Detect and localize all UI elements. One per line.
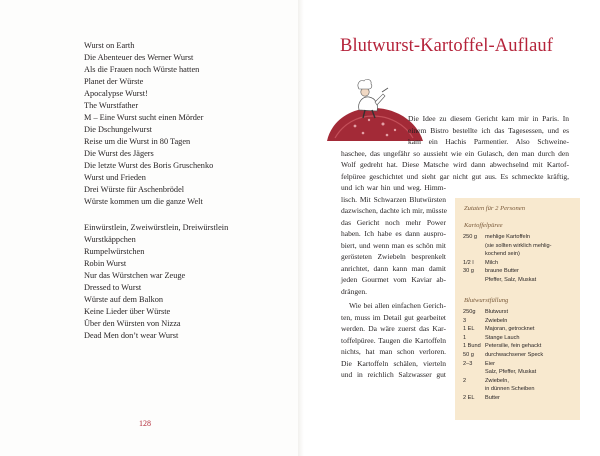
wurst-title-item: Keine Lieder über Würste [84, 307, 171, 316]
ingredient-row [463, 394, 500, 402]
ingredient-quantity: 1 Bund [463, 343, 481, 350]
ingredient-quantity: 3 [463, 317, 467, 324]
body-text-line: einem Bistro bestellte ich das Tagesessen, und es [408, 125, 569, 135]
body-text-line: drängen. [341, 286, 368, 296]
ingredient-quantity: 50 g [463, 352, 474, 358]
ingredient-row [463, 334, 520, 342]
wurst-title-item: Planet der Würste [84, 77, 144, 86]
body-text-line: werden. Da wäre zuerst das Kar- [341, 324, 446, 333]
ingredient-name: Zwiebeln, [485, 377, 509, 384]
wurst-title-item: Wurst und Frieden [84, 173, 146, 182]
ingredient-row [463, 250, 520, 258]
ingredient-name: Petersilie, fein gehackt [485, 343, 542, 350]
body-text-line: ten, muss im Detail gut gearbeitet [341, 312, 446, 322]
ingredient-name: braune Butter [485, 268, 519, 275]
ingredient-name: Blutwurst [485, 309, 509, 315]
body-text-line: haschee, das ungefähr so aussieht wie ein Gulasch, den man durch den [341, 148, 569, 158]
ingredient-name: Butter [485, 395, 500, 401]
wurst-title-list-1 [84, 40, 213, 208]
body-text-line: kam ein Hachis Parmentier. Also Schweine- [408, 137, 569, 146]
wurst-title-item: Als die Frauen noch Würste hatten [84, 65, 200, 74]
ingredient-name: Stange Lauch [485, 334, 520, 341]
ingredient-row [463, 233, 530, 241]
body-text-line: Wolf gedreht hat. Diese Matsche wird dann abwechselnd mit Kartof- [341, 160, 569, 169]
ingredient-row [463, 276, 536, 284]
body-text-line: und in reichlich Salzwasser gut [341, 370, 446, 379]
recipe-title: Blutwurst-Kartoffel-Auflauf [340, 36, 553, 56]
wurst-title-item: Robin Wurst [84, 259, 127, 268]
wurst-title-item: Die Wurst des Jägers [84, 149, 154, 158]
wurst-title-item: Nur das Würstchen war Zeuge [84, 271, 186, 280]
ingredient-row [463, 368, 536, 376]
page-number: 128 [139, 419, 151, 428]
ingredient-quantity: 1/2 l [463, 259, 474, 266]
ingredient-row [463, 360, 495, 368]
wurst-title-item: Die letzte Wurst des Boris Gruschenko [84, 161, 214, 170]
wurst-title-item: Apocalypse Wurst! [84, 89, 148, 98]
ingredient-name: Zwiebeln [485, 317, 508, 324]
ingredient-name: Majoran, getrocknet [485, 326, 535, 333]
ingredient-quantity: 250g [463, 309, 476, 315]
wurst-title-item: M – Eine Wurst sucht einen Mörder [84, 113, 204, 122]
body-text-line: biert, und wenn man es schön mit [341, 240, 446, 250]
wurst-title-item: Würste auf dem Balkon [84, 295, 164, 304]
wurst-title-item: The Wurstfather [84, 101, 139, 110]
ingredient-row [463, 267, 519, 275]
wurst-title-item: Dressed to Wurst [84, 283, 142, 292]
ingredient-row [463, 325, 534, 333]
ingredient-quantity: 1 EL [463, 326, 475, 333]
ingredient-quantity: 30 g [463, 268, 474, 275]
wurst-title-item: Drei Würste für Aschenbrödel [84, 185, 185, 194]
body-text-line: toffelpüree. Taugen die Kartoffeln [341, 335, 446, 345]
body-text-line: Die Kartoffeln schälen, vierteln [341, 358, 446, 368]
ingredient-name: kochend sein) [485, 251, 520, 258]
ingredient-name: in dünnen Scheiben [485, 386, 535, 393]
ingredient-name: Pfeffer, Salz, Muskat [485, 277, 537, 283]
wurst-title-item: Reise um die Wurst in 80 Tagen [84, 137, 191, 146]
ingredient-row [463, 351, 543, 359]
ingredient-row [463, 308, 508, 316]
wurst-title-item: Wurstkäppchen [84, 235, 136, 244]
ingredient-row [463, 377, 509, 385]
ingredients-section-kartoffelpueree: Kartoffelpüree [464, 222, 503, 229]
ingredient-name: Milch [485, 259, 499, 266]
wurst-title-item: Dead Men don’t wear Wurst [84, 331, 179, 340]
ingredient-name: Eier [485, 360, 495, 367]
body-text-line: und ich war hin und weg. Himm- [341, 183, 446, 192]
body-text-line: lisch. Mit Schwarzen Blutwürsten [341, 194, 446, 204]
body-text-line: nichts, hat man schon verloren. [341, 347, 446, 356]
body-text-line: Die Idee zu diesem Gericht kam mir in Paris. In [408, 114, 569, 123]
body-text-line: jeden Gourmet vom Kaviar ab- [341, 275, 446, 284]
wurst-title-item: Die Abenteuer des Werner Wurst [84, 53, 194, 62]
ingredient-name: (sie sollten wirklich mehlig- [485, 242, 552, 249]
ingredient-row [463, 342, 541, 350]
body-text-line: dazwischen, dachte ich mir, müsste [341, 206, 447, 215]
ingredient-quantity: 2 [463, 377, 467, 384]
wurst-title-item: Wurst on Earth [84, 41, 135, 50]
ingredient-row [463, 385, 534, 393]
wurst-title-item: Die Dschungelwurst [84, 125, 152, 134]
wurst-title-item: Rumpelwürstchen [84, 247, 145, 256]
ingredient-row [463, 242, 552, 250]
body-text-line: das Gericht noch mehr Power [341, 217, 446, 227]
wurst-title-item: Würste kommen um die ganze Welt [84, 197, 203, 206]
wurst-title-item: Einwürstlein, Zweiwürstlein, Dreiwürstlein [84, 223, 229, 232]
ingredient-quantity: 250 g [463, 234, 477, 240]
wurst-title-list-2 [84, 222, 228, 342]
body-text-line: gerösteten Zwiebeln besprenkelt [341, 252, 446, 261]
body-text-line: felpüree geschichtet und sieht gar nicht gut aus. Es schmeckte kräftig, [341, 171, 569, 181]
ingredient-name: durchwachsener Speck [485, 352, 544, 358]
body-text-line: anrichtet, dann kann man damit [341, 263, 446, 273]
ingredient-quantity: 2 EL [463, 395, 475, 401]
ingredient-quantity: 2–3 [463, 360, 473, 367]
book-gutter [298, 0, 304, 456]
body-text-line: haben. Ich habe es dann auspro- [341, 229, 446, 238]
wurst-title-item: Über den Würsten von Nizza [84, 319, 181, 328]
ingredient-name: Salz, Pfeffer, Muskat [485, 369, 537, 376]
ingredient-name: mehlige Kartoffeln [485, 234, 530, 240]
ingredient-row [463, 259, 498, 267]
body-text-line: Wie bei allen einfachen Gerich- [349, 301, 446, 310]
ingredient-quantity: 1 [463, 334, 467, 341]
ingredient-row [463, 317, 507, 325]
ingredients-heading: Zutaten für 2 Personen [464, 205, 525, 212]
ingredients-section-blutwurstfuellung: Blutwurstfüllung [464, 297, 509, 304]
